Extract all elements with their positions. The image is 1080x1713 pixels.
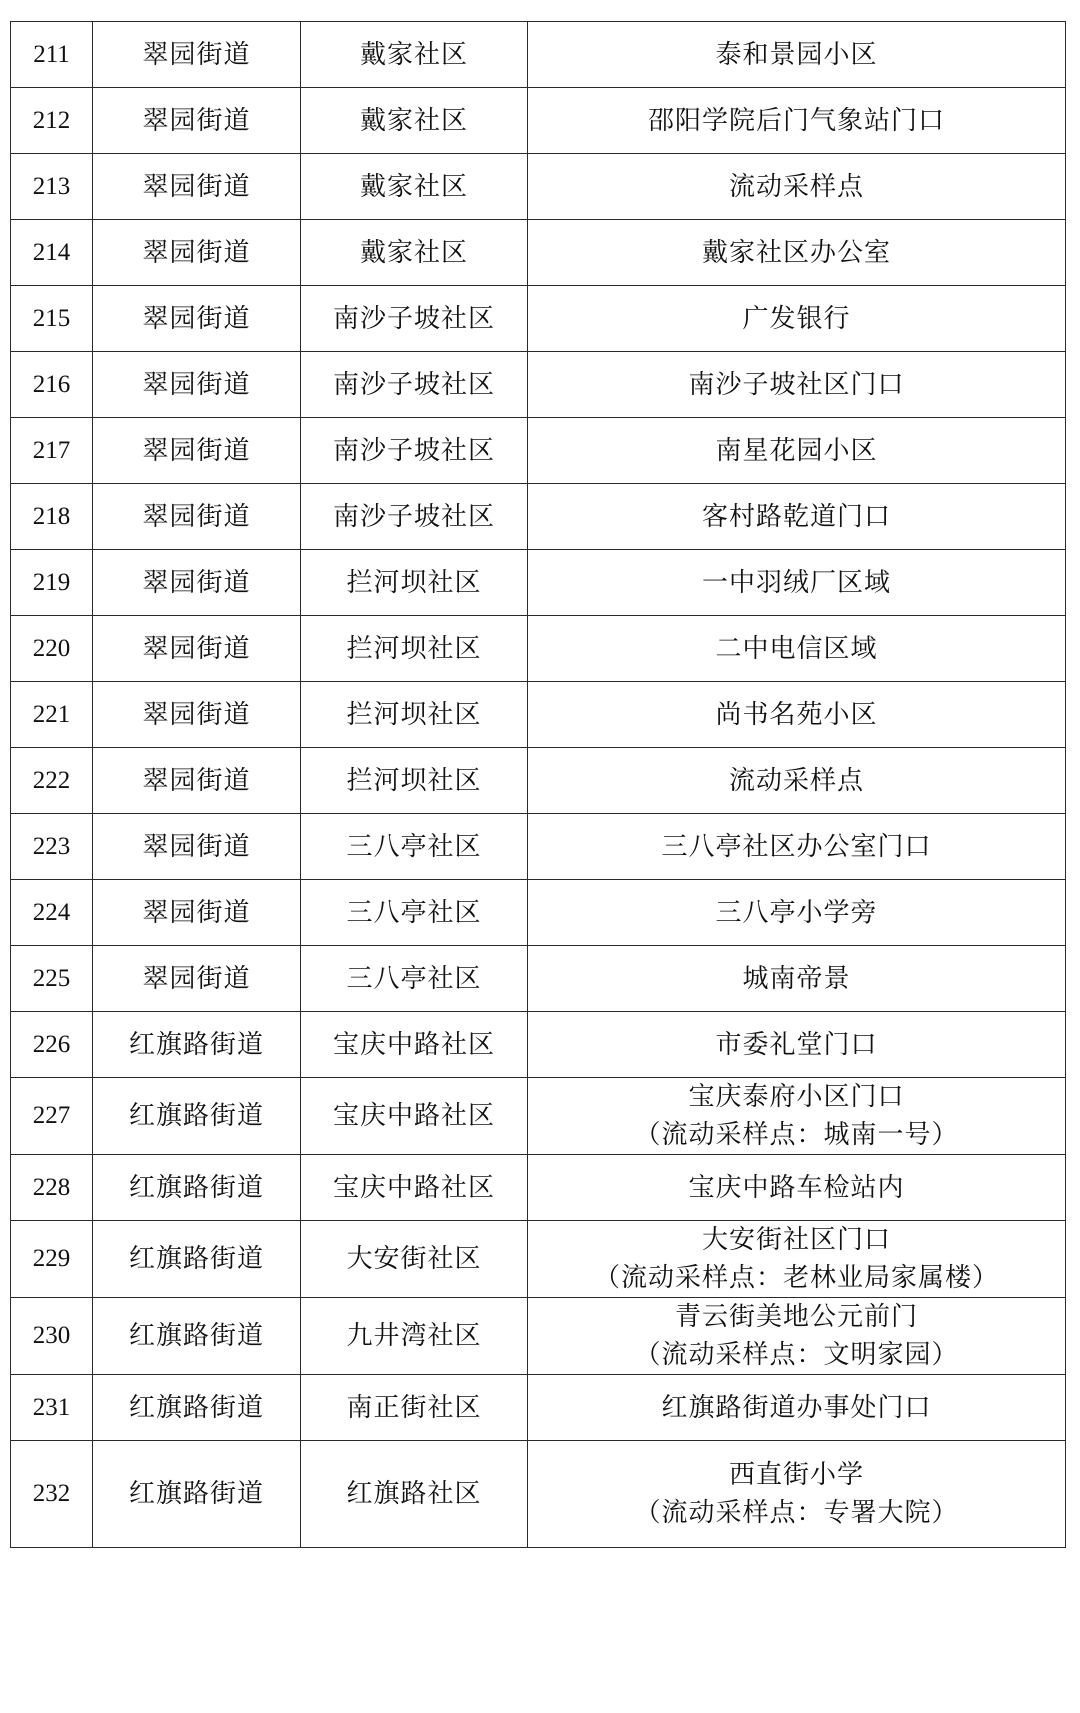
site-cell <box>528 946 1066 1012</box>
community-name: 戴家社区 <box>301 22 528 88</box>
street-name: 翠园街道 <box>93 484 301 550</box>
street-name: 翠园街道 <box>93 946 301 1012</box>
site-name: 三八亭社区办公室门口 <box>661 831 932 862</box>
row-number: 227 <box>11 1078 93 1155</box>
street-name: 翠园街道 <box>93 616 301 682</box>
table-row <box>11 22 1066 88</box>
site-cell <box>528 1012 1066 1078</box>
community-name: 南沙子坡社区 <box>301 484 528 550</box>
site-cell <box>528 352 1066 418</box>
community-name: 拦河坝社区 <box>301 616 528 682</box>
site-name: 流动采样点 <box>728 765 864 796</box>
table-row <box>11 946 1066 1012</box>
community-name: 拦河坝社区 <box>301 682 528 748</box>
site-cell <box>528 154 1066 220</box>
row-number: 223 <box>11 814 93 880</box>
table-row <box>11 418 1066 484</box>
site-cell <box>528 880 1066 946</box>
site-cell <box>528 1375 1066 1441</box>
site-name: 红旗路街道办事处门口 <box>661 1392 932 1423</box>
site-cell <box>528 1298 1066 1375</box>
site-cell <box>528 550 1066 616</box>
site-cell <box>528 484 1066 550</box>
site-name: 泰和景园小区 <box>715 39 878 70</box>
site-name: 三八亭小学旁 <box>715 897 878 928</box>
site-cell <box>528 682 1066 748</box>
street-name: 翠园街道 <box>93 748 301 814</box>
community-name: 红旗路社区 <box>301 1441 528 1548</box>
community-name: 南沙子坡社区 <box>301 286 528 352</box>
table-row <box>11 88 1066 154</box>
row-number: 222 <box>11 748 93 814</box>
site-name: 客村路乾道门口 <box>701 501 891 532</box>
street-name: 翠园街道 <box>93 418 301 484</box>
row-number: 214 <box>11 220 93 286</box>
table-row <box>11 1155 1066 1221</box>
site-cell <box>528 814 1066 880</box>
table-row <box>11 1221 1066 1298</box>
table-row <box>11 616 1066 682</box>
site-name: 尚书名苑小区 <box>715 699 878 730</box>
community-name: 拦河坝社区 <box>301 748 528 814</box>
site-name: 大安街社区门口 <box>701 1225 891 1255</box>
street-name: 红旗路街道 <box>93 1375 301 1441</box>
table-row <box>11 286 1066 352</box>
row-number: 212 <box>11 88 93 154</box>
street-name: 红旗路街道 <box>93 1155 301 1221</box>
street-name: 翠园街道 <box>93 880 301 946</box>
row-number: 228 <box>11 1155 93 1221</box>
community-name: 大安街社区 <box>301 1221 528 1298</box>
site-name: 城南帝景 <box>742 963 851 994</box>
row-number: 215 <box>11 286 93 352</box>
street-name: 红旗路街道 <box>93 1012 301 1078</box>
row-number: 232 <box>11 1441 93 1548</box>
site-name: 一中羽绒厂区域 <box>701 567 891 598</box>
site-cell <box>528 88 1066 154</box>
community-name: 戴家社区 <box>301 88 528 154</box>
community-name: 戴家社区 <box>301 154 528 220</box>
table-row <box>11 220 1066 286</box>
table-body <box>11 22 1066 1548</box>
site-name: 戴家社区办公室 <box>701 237 891 268</box>
row-number: 225 <box>11 946 93 1012</box>
community-name: 三八亭社区 <box>301 946 528 1012</box>
site-note: （流动采样点：专署大院） <box>634 1498 959 1528</box>
community-name: 拦河坝社区 <box>301 550 528 616</box>
community-name: 南正街社区 <box>301 1375 528 1441</box>
site-name: 青云街美地公元前门 <box>674 1302 918 1332</box>
table-row <box>11 1441 1066 1548</box>
row-number: 229 <box>11 1221 93 1298</box>
site-name: 南沙子坡社区门口 <box>688 369 905 400</box>
community-name: 南沙子坡社区 <box>301 418 528 484</box>
community-name: 三八亭社区 <box>301 814 528 880</box>
street-name: 翠园街道 <box>93 550 301 616</box>
table-row <box>11 1298 1066 1375</box>
site-cell <box>528 616 1066 682</box>
site-name: 西直街小学 <box>728 1460 864 1490</box>
site-name: 宝庆泰府小区门口 <box>688 1082 905 1112</box>
community-name: 宝庆中路社区 <box>301 1078 528 1155</box>
site-cell <box>528 286 1066 352</box>
table-row <box>11 352 1066 418</box>
table-row <box>11 1375 1066 1441</box>
site-cell <box>528 418 1066 484</box>
site-name: 邵阳学院后门气象站门口 <box>647 105 945 136</box>
street-name: 翠园街道 <box>93 286 301 352</box>
street-name: 红旗路街道 <box>93 1078 301 1155</box>
row-number: 218 <box>11 484 93 550</box>
street-name: 翠园街道 <box>93 682 301 748</box>
street-name: 翠园街道 <box>93 154 301 220</box>
testing-sites-table <box>10 21 1066 1548</box>
site-cell <box>528 1078 1066 1155</box>
street-name: 翠园街道 <box>93 88 301 154</box>
row-number: 221 <box>11 682 93 748</box>
street-name: 翠园街道 <box>93 22 301 88</box>
site-name: 广发银行 <box>742 303 851 334</box>
table-row <box>11 1012 1066 1078</box>
street-name: 红旗路街道 <box>93 1221 301 1298</box>
site-cell <box>528 22 1066 88</box>
street-name: 红旗路街道 <box>93 1298 301 1375</box>
site-name: 市委礼堂门口 <box>715 1029 878 1060</box>
site-name: 宝庆中路车检站内 <box>688 1172 905 1203</box>
row-number: 213 <box>11 154 93 220</box>
community-name: 南沙子坡社区 <box>301 352 528 418</box>
row-number: 230 <box>11 1298 93 1375</box>
community-name: 戴家社区 <box>301 220 528 286</box>
site-name: 流动采样点 <box>728 171 864 202</box>
street-name: 翠园街道 <box>93 220 301 286</box>
community-name: 宝庆中路社区 <box>301 1012 528 1078</box>
row-number: 224 <box>11 880 93 946</box>
table-row <box>11 814 1066 880</box>
table-row <box>11 484 1066 550</box>
site-note: （流动采样点：老林业局家属楼） <box>593 1263 999 1293</box>
site-note: （流动采样点：文明家园） <box>634 1340 959 1370</box>
site-cell <box>528 748 1066 814</box>
community-name: 九井湾社区 <box>301 1298 528 1375</box>
row-number: 220 <box>11 616 93 682</box>
row-number: 231 <box>11 1375 93 1441</box>
row-number: 211 <box>11 22 93 88</box>
row-number: 219 <box>11 550 93 616</box>
table-row <box>11 748 1066 814</box>
street-name: 翠园街道 <box>93 352 301 418</box>
street-name: 红旗路街道 <box>93 1441 301 1548</box>
community-name: 宝庆中路社区 <box>301 1155 528 1221</box>
community-name: 三八亭社区 <box>301 880 528 946</box>
site-cell <box>528 1221 1066 1298</box>
table-row <box>11 682 1066 748</box>
site-cell <box>528 220 1066 286</box>
row-number: 217 <box>11 418 93 484</box>
site-cell <box>528 1155 1066 1221</box>
row-number: 226 <box>11 1012 93 1078</box>
site-cell <box>528 1441 1066 1548</box>
table-row <box>11 154 1066 220</box>
site-name: 南星花园小区 <box>715 435 878 466</box>
street-name: 翠园街道 <box>93 814 301 880</box>
site-name: 二中电信区域 <box>715 633 878 664</box>
table-row <box>11 550 1066 616</box>
table-row <box>11 880 1066 946</box>
site-note: （流动采样点：城南一号） <box>634 1120 959 1150</box>
table-row <box>11 1078 1066 1155</box>
row-number: 216 <box>11 352 93 418</box>
